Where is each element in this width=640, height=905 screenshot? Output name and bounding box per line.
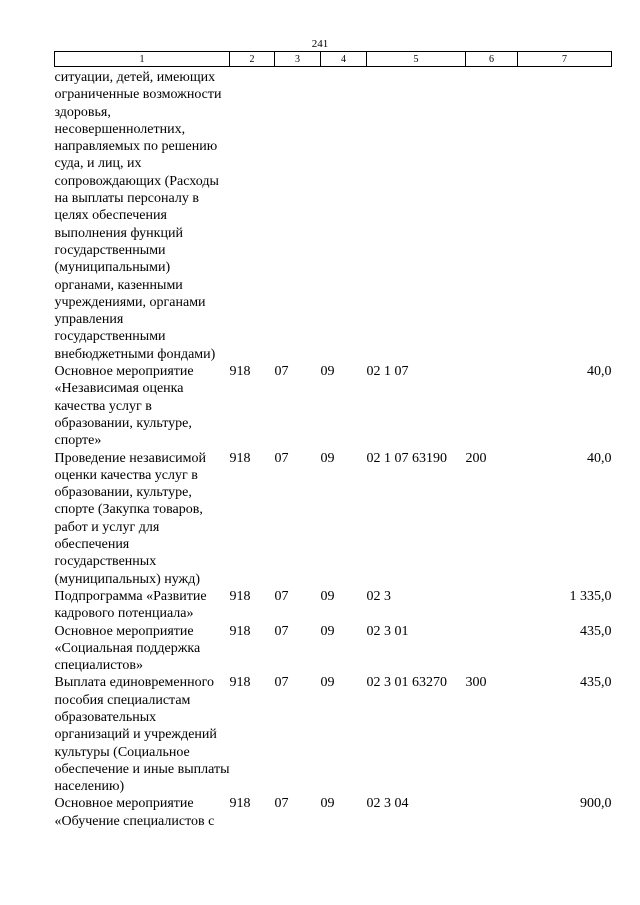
column-header-2: 2 [230, 52, 275, 67]
ministry-code: 918 [229, 675, 251, 691]
section-code: 07 [274, 796, 289, 812]
column-header-1: 1 [55, 52, 230, 67]
row-name: Основное мероприятие «Социальная поддержка специалистов» [54, 623, 201, 674]
section-code: 07 [274, 588, 289, 604]
column-header-5: 5 [367, 52, 466, 67]
subsection-code [321, 67, 367, 364]
table-row [55, 588, 612, 623]
page-number: 241 [311, 38, 329, 50]
amount [518, 67, 612, 364]
amount: 1 335,0 [569, 588, 612, 604]
target-article-code: 02 3 [366, 588, 391, 604]
amount: 435,0 [580, 675, 612, 691]
table-row [55, 674, 612, 795]
section-code: 07 [274, 364, 289, 380]
target-article-code: 02 3 01 [366, 623, 409, 639]
target-article-code: 02 3 01 63270 [366, 675, 447, 691]
ministry-code: 918 [229, 364, 251, 380]
section-code: 07 [274, 623, 289, 639]
amount: 435,0 [580, 623, 612, 639]
target-article-code: 02 3 04 [366, 796, 409, 812]
expense-type-code: 300 [465, 675, 487, 691]
column-header-6: 6 [466, 52, 518, 67]
subsection-code: 09 [320, 588, 335, 604]
section-code: 07 [274, 450, 289, 466]
ministry-code [230, 67, 275, 364]
target-article-code: 02 1 07 63190 [366, 450, 447, 466]
table-row [55, 450, 612, 588]
table-row [55, 67, 612, 364]
table-row [55, 623, 612, 675]
budget-table [54, 51, 612, 830]
expense-type-code [466, 363, 518, 449]
subsection-code: 09 [320, 450, 335, 466]
target-article-code [367, 67, 466, 364]
expense-type-code [466, 623, 518, 675]
expense-type-code: 200 [465, 450, 487, 466]
ministry-code: 918 [229, 450, 251, 466]
table-row [55, 363, 612, 449]
subsection-code: 09 [320, 364, 335, 380]
column-header-4: 4 [321, 52, 367, 67]
expense-type-code [466, 795, 518, 830]
amount: 40,0 [587, 364, 612, 380]
ministry-code: 918 [229, 623, 251, 639]
row-name: Основное мероприятие «Обучение специалистов с [54, 796, 215, 829]
section-code [275, 67, 321, 364]
expense-type-code [466, 588, 518, 623]
target-article-code: 02 1 07 [366, 364, 409, 380]
row-name: Выплата единовременного пособия специалистам образовательных организаций и учреждений культуры (Социальное обеспечение и иные выплаты населению) [54, 675, 230, 795]
table-row [55, 795, 612, 830]
amount: 40,0 [587, 450, 612, 466]
column-header-3: 3 [275, 52, 321, 67]
expense-type-code [466, 67, 518, 364]
row-name: ситуации, детей, имеющих ограниченные возможности здоровья, несовершеннолетних, направляемых по решению суда, и лиц, их сопровождающих (Расходы на выплаты персоналу в целях обеспечения выполнения функций государственными (муниципальными) органами, казенными учреждениями, органами управления государственными внебюджетными фондами) [54, 70, 222, 362]
subsection-code: 09 [320, 675, 335, 691]
subsection-code: 09 [320, 623, 335, 639]
column-header-7: 7 [518, 52, 612, 67]
section-code: 07 [274, 675, 289, 691]
ministry-code: 918 [229, 588, 251, 604]
subsection-code: 09 [320, 796, 335, 812]
ministry-code: 918 [229, 796, 251, 812]
row-name: Основное мероприятие «Независимая оценка качества услуг в образовании, культуре, спорте» [54, 364, 194, 449]
amount: 900,0 [580, 796, 612, 812]
row-name: Подпрограмма «Развитие кадрового потенциала» [54, 588, 207, 622]
table-header-row [55, 52, 612, 67]
row-name: Проведение независимой оценки качества услуг в образовании, культуре, спорте (Закупка товаров, работ и услуг для обеспечения государственных (муниципальных) нужд) [54, 450, 206, 587]
